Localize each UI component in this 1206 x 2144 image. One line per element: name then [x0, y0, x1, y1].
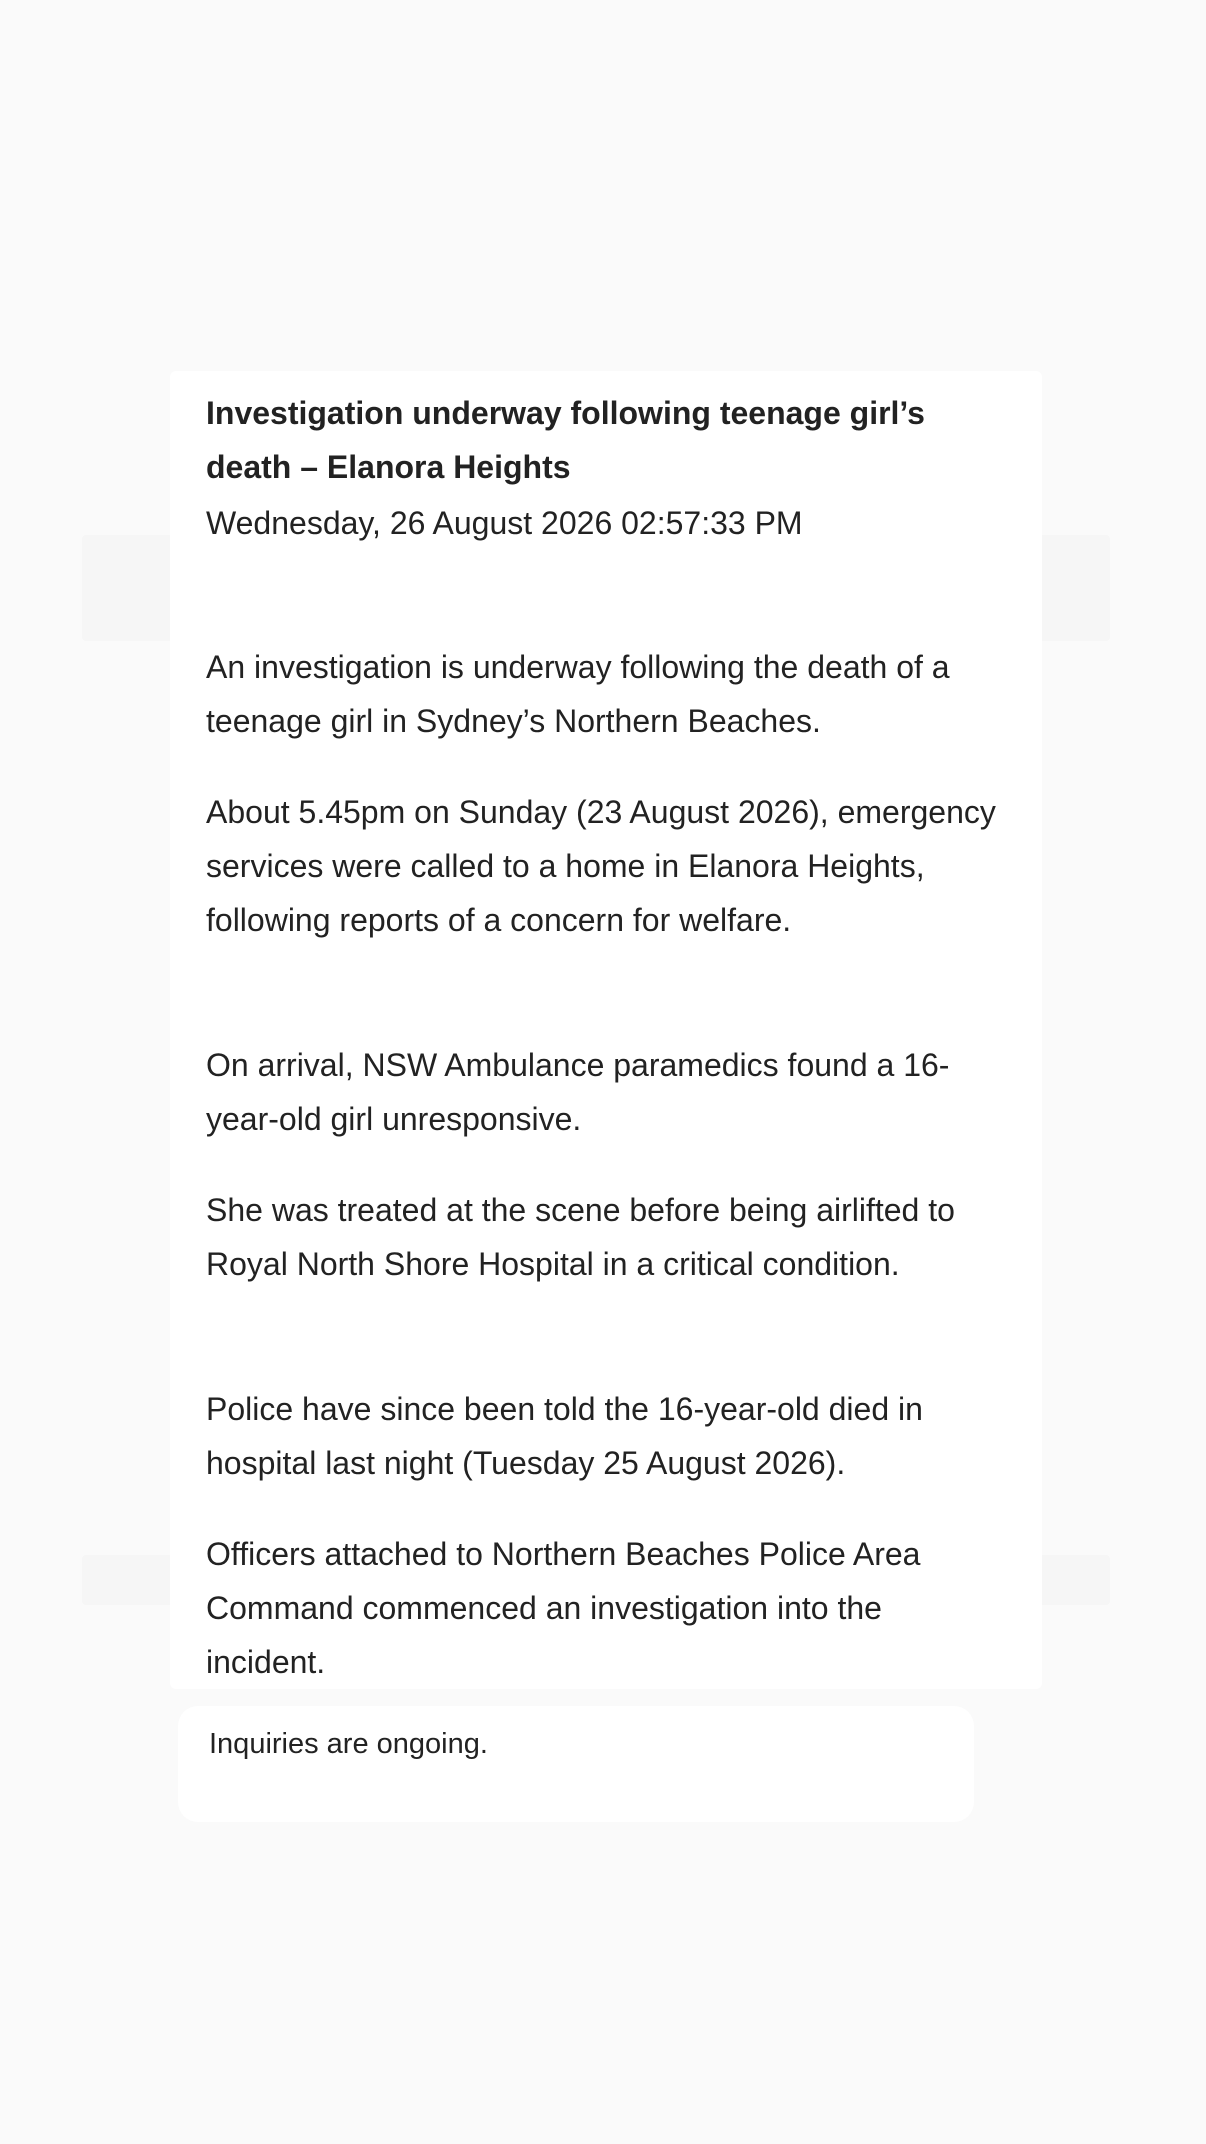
article-paragraph-3: On arrival, NSW Ambulance paramedics found a 16-year-old girl unresponsive.	[206, 1047, 950, 1137]
article-paragraph-2: About 5.45pm on Sunday (23 August 2026), emergency services were called to a home in Elanora Heights, following reports of a concern for welfare.	[206, 794, 996, 938]
article-paragraph-6: Officers attached to Northern Beaches Police Area Command commenced an investigation into the incident.	[206, 1536, 921, 1680]
inquiries-caption: Inquiries are ongoing.	[209, 1728, 488, 1760]
article-paragraph-1: An investigation is underway following the death of a teenage girl in Sydney’s Northern Beaches.	[206, 649, 950, 739]
article-paragraph-4: She was treated at the scene before being airlifted to Royal North Shore Hospital in a critical condition.	[206, 1192, 955, 1282]
article-title: Investigation underway following teenage girl’s death – Elanora Heights	[206, 395, 925, 485]
article-card	[170, 371, 1042, 1689]
inquiries-caption-box	[178, 1706, 974, 1822]
article-date: Wednesday, 26 August 2026 02:57:33 PM	[206, 505, 803, 541]
article-paragraph-5: Police have since been told the 16-year-old died in hospital last night (Tuesday 25 August 2026).	[206, 1391, 923, 1481]
